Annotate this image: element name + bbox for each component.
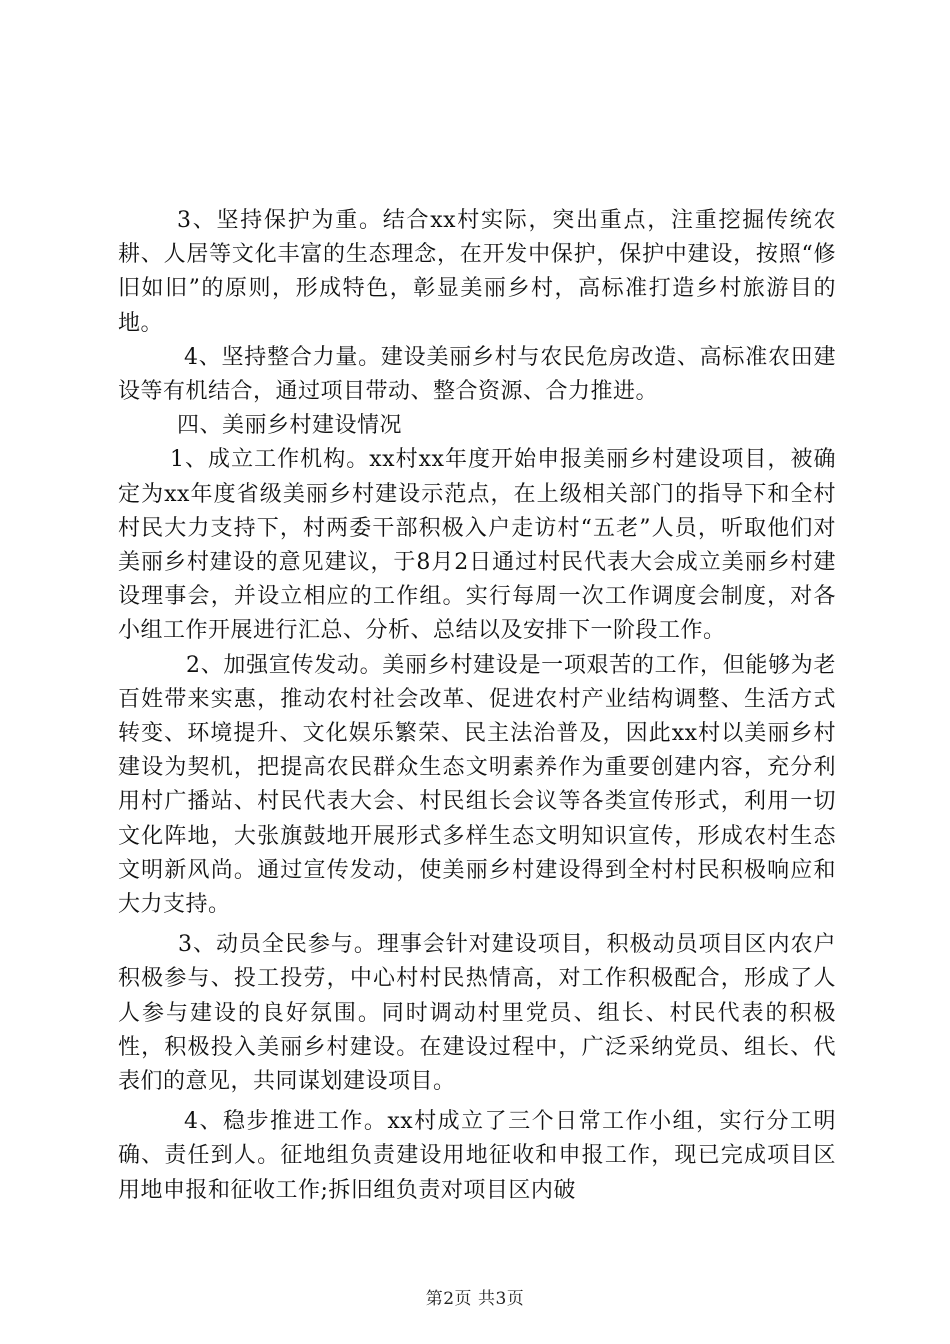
document-body xyxy=(118,204,836,1208)
paragraph-item-4: 4、稳步推进工作。xx村成立了三个日常工作小组，实行分工明确、责任到人。征地组负责建设用地征收和申报工作，现已完成项目区用地申报和征收工作;拆旧组负责对项目区内破 xyxy=(118,1109,836,1203)
paragraph-item-1: 1、成立工作机构。xx村xx年度开始申报美丽乡村建设项目，被确定为xx年度省级美丽乡村建设示范点，在上级相关部门的指导下和全村村民大力支持下，村两委干部积极入户走访村“五老”人员，听取他们对美丽乡村建设的意见建议，于8月2日通过村民代表大会成立美丽乡村建设理事会，并设立相应的工作组。实行每周一次工作调度会制度，对各小组工作开展进行汇总、分析、总结以及安排下一阶段工作。 xyxy=(118,447,836,644)
paragraph-item-2: 2、加强宣传发动。美丽乡村建设是一项艰苦的工作，但能够为老百姓带来实惠，推动农村社会改革、促进农村产业结构调整、生活方式转变、环境提升、文化娱乐繁荣、民主法治普及，因此xx村以美丽乡村建设为契机，把提高农民群众生态文明素养作为重要创建内容，充分利用村广播站、村民代表大会、村民组长会议等各类宣传形式，利用一切文化阵地，大张旗鼓地开展形式多样生态文明知识宣传，形成农村生态文明新风尚。通过宣传发动，使美丽乡村建设得到全村村民积极响应和大力支持。 xyxy=(118,652,836,918)
paragraph-principle-3: 3、坚持保护为重。结合xx村实际，突出重点，注重挖掘传统农耕、人居等文化丰富的生态理念，在开发中保护，保护中建设，按照“修旧如旧”的原则，形成特色，彰显美丽乡村，高标准打造乡村旅游目的地。 xyxy=(118,208,836,336)
paragraph-item-3: 3、动员全民参与。理事会针对建设项目，积极动员项目区内农户积极参与、投工投劳，中心村村民热情高，对工作积极配合，形成了人人参与建设的良好氛围。同时调动村里党员、组长、村民代表的积极性，积极投入美丽乡村建设。在建设过程中，广泛采纳党员、组长、代表们的意见，共同谋划建设项目。 xyxy=(118,932,836,1095)
paragraph-principle-4: 4、坚持整合力量。建设美丽乡村与农民危房改造、高标准农田建设等有机结合，通过项目带动、整合资源、合力推进。 xyxy=(118,344,836,405)
section-heading-4: 四、美丽乡村建设情况 xyxy=(177,413,403,439)
page-number-footer: 第2页 共3页 xyxy=(425,1289,525,1309)
